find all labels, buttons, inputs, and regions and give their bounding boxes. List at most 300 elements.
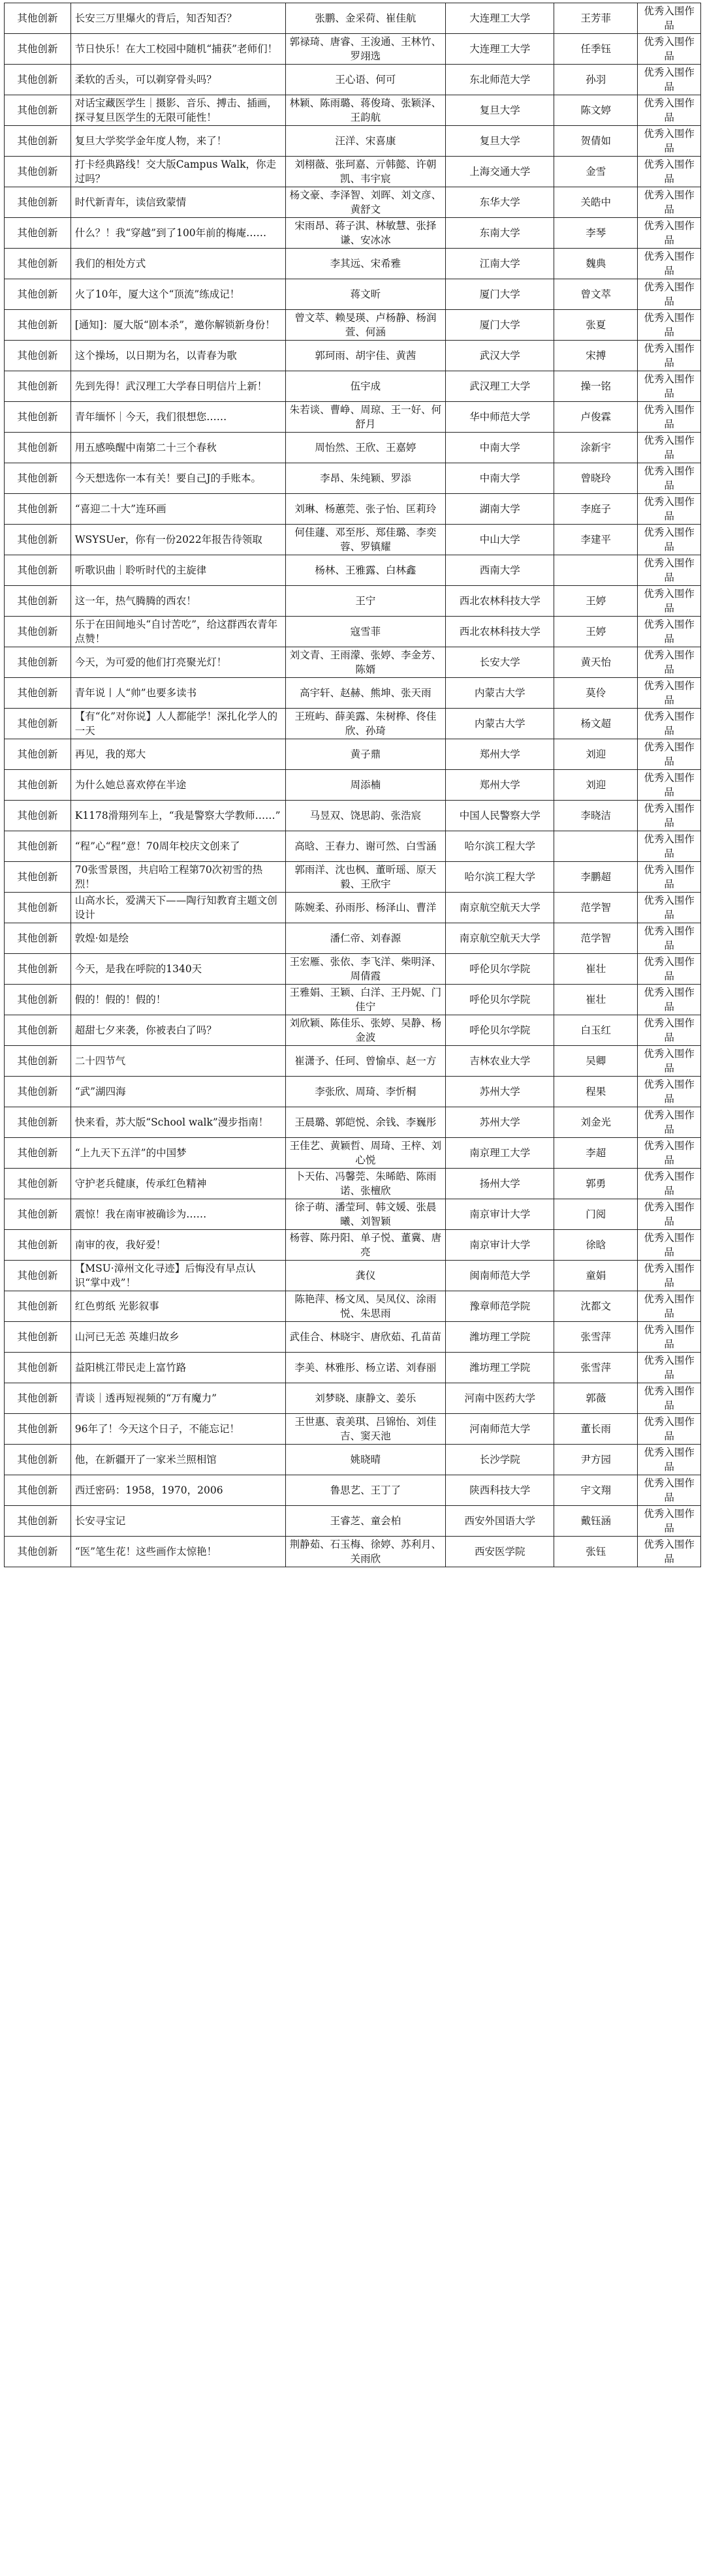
category-cell: 其他创新 bbox=[5, 1138, 71, 1169]
title-cell: 什么？！我“穿越”到了100年前的梅庵…… bbox=[70, 218, 285, 249]
award-list-table bbox=[4, 3, 701, 1567]
school-cell: 复旦大学 bbox=[446, 126, 554, 157]
authors-cell: 刘梦晓、康静文、姜乐 bbox=[285, 1383, 446, 1414]
title-cell: 我们的相处方式 bbox=[70, 249, 285, 279]
table-row bbox=[5, 310, 701, 341]
advisor-cell: 范学智 bbox=[554, 923, 638, 954]
school-cell: 武汉大学 bbox=[446, 341, 554, 371]
title-cell: 西迁密码：1958，1970，2006 bbox=[70, 1475, 285, 1506]
authors-cell: 王晨璐、郭皑悦、余钱、李巍彤 bbox=[285, 1107, 446, 1138]
award-cell: 优秀入围作品 bbox=[638, 739, 701, 770]
title-cell: 快来看，苏大版“School walk”漫步指南！ bbox=[70, 1107, 285, 1138]
school-cell: 大连理工大学 bbox=[446, 3, 554, 34]
award-cell: 优秀入围作品 bbox=[638, 310, 701, 341]
award-cell: 优秀入围作品 bbox=[638, 801, 701, 831]
category-cell: 其他创新 bbox=[5, 954, 71, 985]
table-row bbox=[5, 586, 701, 617]
category-cell: 其他创新 bbox=[5, 770, 71, 801]
title-cell: “上九天下五洋”的中国梦 bbox=[70, 1138, 285, 1169]
advisor-cell: 童娟 bbox=[554, 1261, 638, 1291]
authors-cell: 林颖、陈雨璐、蒋俊琦、张颖泽、王韵航 bbox=[285, 95, 446, 126]
advisor-cell: 李超 bbox=[554, 1138, 638, 1169]
table-row bbox=[5, 709, 701, 739]
authors-cell: 周添楠 bbox=[285, 770, 446, 801]
school-cell: 中南大学 bbox=[446, 463, 554, 494]
category-cell: 其他创新 bbox=[5, 555, 71, 586]
school-cell: 中国人民警察大学 bbox=[446, 801, 554, 831]
school-cell: 中南大学 bbox=[446, 433, 554, 463]
school-cell: 西北农林科技大学 bbox=[446, 617, 554, 647]
category-cell: 其他创新 bbox=[5, 1414, 71, 1445]
advisor-cell: 刘迎 bbox=[554, 770, 638, 801]
category-cell: 其他创新 bbox=[5, 1322, 71, 1353]
school-cell: 西安医学院 bbox=[446, 1537, 554, 1567]
table-row bbox=[5, 923, 701, 954]
advisor-cell: 崔壮 bbox=[554, 954, 638, 985]
authors-cell: 寇雪菲 bbox=[285, 617, 446, 647]
title-cell: “程”心“程”意！70周年校庆文创来了 bbox=[70, 831, 285, 862]
title-cell: 乐于在田间地头“自讨苦吃”，给这群西农青年点赞！ bbox=[70, 617, 285, 647]
authors-cell: 李昂、朱纯颖、罗添 bbox=[285, 463, 446, 494]
category-cell: 其他创新 bbox=[5, 433, 71, 463]
advisor-cell: 杨文超 bbox=[554, 709, 638, 739]
advisor-cell: 门阅 bbox=[554, 1199, 638, 1230]
school-cell: 呼伦贝尔学院 bbox=[446, 1015, 554, 1046]
school-cell: 江南大学 bbox=[446, 249, 554, 279]
authors-cell: 高晗、王春力、谢可然、白雪涵 bbox=[285, 831, 446, 862]
advisor-cell: 刘金光 bbox=[554, 1107, 638, 1138]
authors-cell: 王宏雁、张依、李飞洋、柴明泽、周倩霞 bbox=[285, 954, 446, 985]
category-cell: 其他创新 bbox=[5, 402, 71, 433]
title-cell: 他，在新疆开了一家米兰照相馆 bbox=[70, 1445, 285, 1475]
table-row bbox=[5, 1506, 701, 1537]
award-cell: 优秀入围作品 bbox=[638, 1445, 701, 1475]
title-cell: 青年说丨人“帅”也要多读书 bbox=[70, 678, 285, 709]
category-cell: 其他创新 bbox=[5, 249, 71, 279]
award-cell: 优秀入围作品 bbox=[638, 157, 701, 187]
title-cell: 今天，为可爱的他们打亮聚光灯！ bbox=[70, 647, 285, 678]
award-cell: 优秀入围作品 bbox=[638, 1475, 701, 1506]
title-cell: 长安三万里爆火的背后，知否知否？ bbox=[70, 3, 285, 34]
table-row bbox=[5, 954, 701, 985]
authors-cell: 潘仁帝、刘春源 bbox=[285, 923, 446, 954]
category-cell: 其他创新 bbox=[5, 341, 71, 371]
title-cell: 时代新青年，读信致蒙情 bbox=[70, 187, 285, 218]
table-row bbox=[5, 801, 701, 831]
award-cell: 优秀入围作品 bbox=[638, 1353, 701, 1383]
title-cell: 为什么她总喜欢停在半途 bbox=[70, 770, 285, 801]
award-cell: 优秀入围作品 bbox=[638, 187, 701, 218]
award-cell: 优秀入围作品 bbox=[638, 1077, 701, 1107]
school-cell: 郑州大学 bbox=[446, 770, 554, 801]
advisor-cell: 王婷 bbox=[554, 586, 638, 617]
advisor-cell: 刘迎 bbox=[554, 739, 638, 770]
school-cell: 武汉理工大学 bbox=[446, 371, 554, 402]
award-cell: 优秀入围作品 bbox=[638, 494, 701, 525]
award-cell: 优秀入围作品 bbox=[638, 1107, 701, 1138]
advisor-cell: 王芳菲 bbox=[554, 3, 638, 34]
advisor-cell: 徐晗 bbox=[554, 1230, 638, 1261]
school-cell: 河南师范大学 bbox=[446, 1414, 554, 1445]
authors-cell: 王心语、何可 bbox=[285, 65, 446, 95]
school-cell: 内蒙古大学 bbox=[446, 678, 554, 709]
advisor-cell: 崔壮 bbox=[554, 985, 638, 1015]
title-cell: 超甜七夕来袭，你被表白了吗？ bbox=[70, 1015, 285, 1046]
award-cell: 优秀入围作品 bbox=[638, 463, 701, 494]
authors-cell: 刘文青、王雨濛、张婷、李金芳、陈婿 bbox=[285, 647, 446, 678]
school-cell: 苏州大学 bbox=[446, 1077, 554, 1107]
authors-cell: 刘栩薇、张珂嘉、亓韩懿、许朝凯、韦宇宸 bbox=[285, 157, 446, 187]
school-cell: 厦门大学 bbox=[446, 310, 554, 341]
school-cell: 长安大学 bbox=[446, 647, 554, 678]
title-cell: 震惊！我在南审被确诊为…… bbox=[70, 1199, 285, 1230]
table-row bbox=[5, 770, 701, 801]
school-cell: 苏州大学 bbox=[446, 1107, 554, 1138]
authors-cell: 郭珂雨、胡宇佳、黄茜 bbox=[285, 341, 446, 371]
authors-cell: 王世惠、袁美琪、吕锦怡、刘佳吉、窦天池 bbox=[285, 1414, 446, 1445]
advisor-cell: 沈都文 bbox=[554, 1291, 638, 1322]
authors-cell: 徐子萌、潘莹珂、韩文媛、张晨曦、刘智颖 bbox=[285, 1199, 446, 1230]
school-cell: 南京航空航天大学 bbox=[446, 923, 554, 954]
title-cell: 这一年，热气腾腾的西农！ bbox=[70, 586, 285, 617]
school-cell: 南京审计大学 bbox=[446, 1199, 554, 1230]
title-cell: 【MSU·漳州文化寻迹】后悔没有早点认识“掌中戏”！ bbox=[70, 1261, 285, 1291]
award-cell: 优秀入围作品 bbox=[638, 1138, 701, 1169]
title-cell: K1178滑翔列车上，“我是警察大学教师……” bbox=[70, 801, 285, 831]
title-cell: 用五感唤醒中南第二十三个春秋 bbox=[70, 433, 285, 463]
award-cell: 优秀入围作品 bbox=[638, 1506, 701, 1537]
title-cell: 节日快乐！在大工校园中随机“捕获”老师们！ bbox=[70, 34, 285, 65]
category-cell: 其他创新 bbox=[5, 1475, 71, 1506]
award-cell: 优秀入围作品 bbox=[638, 218, 701, 249]
category-cell: 其他创新 bbox=[5, 617, 71, 647]
award-cell: 优秀入围作品 bbox=[638, 831, 701, 862]
table-row bbox=[5, 65, 701, 95]
school-cell: 哈尔滨工程大学 bbox=[446, 862, 554, 893]
table-row bbox=[5, 1537, 701, 1567]
school-cell: 西南大学 bbox=[446, 555, 554, 586]
category-cell: 其他创新 bbox=[5, 985, 71, 1015]
table-row bbox=[5, 739, 701, 770]
category-cell: 其他创新 bbox=[5, 678, 71, 709]
table-row bbox=[5, 463, 701, 494]
authors-cell: 张鹏、金采荷、崔佳航 bbox=[285, 3, 446, 34]
school-cell: 上海交通大学 bbox=[446, 157, 554, 187]
award-cell: 优秀入围作品 bbox=[638, 923, 701, 954]
authors-cell: 刘琳、杨蕙莞、张子怡、匡莉玲 bbox=[285, 494, 446, 525]
school-cell: 湖南大学 bbox=[446, 494, 554, 525]
category-cell: 其他创新 bbox=[5, 187, 71, 218]
authors-cell: 高宇轩、赵赫、熊坤、张天雨 bbox=[285, 678, 446, 709]
award-cell: 优秀入围作品 bbox=[638, 402, 701, 433]
advisor-cell: 任季钰 bbox=[554, 34, 638, 65]
title-cell: 打卡经典路线！交大版Campus Walk，你走过吗？ bbox=[70, 157, 285, 187]
advisor-cell: 莫伶 bbox=[554, 678, 638, 709]
advisor-cell: 李建平 bbox=[554, 525, 638, 555]
award-cell: 优秀入围作品 bbox=[638, 1046, 701, 1077]
title-cell: 96年了！今天这个日子，不能忘记！ bbox=[70, 1414, 285, 1445]
table-row bbox=[5, 1445, 701, 1475]
authors-cell: 郭禄琦、唐睿、王浚通、王林竹、罗翊选 bbox=[285, 34, 446, 65]
category-cell: 其他创新 bbox=[5, 371, 71, 402]
table-row bbox=[5, 1107, 701, 1138]
authors-cell: 杨林、王雅露、白林鑫 bbox=[285, 555, 446, 586]
authors-cell: 李美、林雅彤、杨立诺、刘春丽 bbox=[285, 1353, 446, 1383]
award-cell: 优秀入围作品 bbox=[638, 617, 701, 647]
title-cell: 青谈｜透再短视频的“万有魔力” bbox=[70, 1383, 285, 1414]
award-cell: 优秀入围作品 bbox=[638, 555, 701, 586]
category-cell: 其他创新 bbox=[5, 463, 71, 494]
title-cell: 守护老兵健康，传承红色精神 bbox=[70, 1169, 285, 1199]
category-cell: 其他创新 bbox=[5, 1077, 71, 1107]
table-row bbox=[5, 341, 701, 371]
school-cell: 哈尔滨工程大学 bbox=[446, 831, 554, 862]
authors-cell: 鲁思艺、王丁了 bbox=[285, 1475, 446, 1506]
authors-cell: 朱若谈、曹峥、周琼、王一好、何舒月 bbox=[285, 402, 446, 433]
advisor-cell: 金雪 bbox=[554, 157, 638, 187]
school-cell: 吉林农业大学 bbox=[446, 1046, 554, 1077]
category-cell: 其他创新 bbox=[5, 65, 71, 95]
school-cell: 豫章师范学院 bbox=[446, 1291, 554, 1322]
award-cell: 优秀入围作品 bbox=[638, 1230, 701, 1261]
table-row bbox=[5, 494, 701, 525]
school-cell: 华中师范大学 bbox=[446, 402, 554, 433]
category-cell: 其他创新 bbox=[5, 739, 71, 770]
table-row bbox=[5, 279, 701, 310]
school-cell: 西安外国语大学 bbox=[446, 1506, 554, 1537]
award-cell: 优秀入围作品 bbox=[638, 678, 701, 709]
school-cell: 扬州大学 bbox=[446, 1169, 554, 1199]
table-row bbox=[5, 371, 701, 402]
advisor-cell: 吴卿 bbox=[554, 1046, 638, 1077]
authors-cell: 马昱双、饶思韵、张浩宸 bbox=[285, 801, 446, 831]
advisor-cell: 孙羽 bbox=[554, 65, 638, 95]
advisor-cell: 卢俊霖 bbox=[554, 402, 638, 433]
table-row bbox=[5, 1353, 701, 1383]
school-cell: 西北农林科技大学 bbox=[446, 586, 554, 617]
table-row bbox=[5, 893, 701, 923]
table-row bbox=[5, 402, 701, 433]
title-cell: 假的！假的！假的！ bbox=[70, 985, 285, 1015]
table-row bbox=[5, 157, 701, 187]
title-cell: 70张雪景图，共启哈工程第70次初雪的热烈！ bbox=[70, 862, 285, 893]
table-row bbox=[5, 34, 701, 65]
award-cell: 优秀入围作品 bbox=[638, 1199, 701, 1230]
title-cell: 南审的夜，我好爱！ bbox=[70, 1230, 285, 1261]
advisor-cell: 张钰 bbox=[554, 1537, 638, 1567]
title-cell: “医”笔生花！这些画作太惊艳！ bbox=[70, 1537, 285, 1567]
authors-cell: 武佳合、林晓宇、唐欣茹、孔苗苗 bbox=[285, 1322, 446, 1353]
advisor-cell bbox=[554, 555, 638, 586]
school-cell: 长沙学院 bbox=[446, 1445, 554, 1475]
authors-cell: 陈婉柔、孙雨彤、杨泽山、曹洋 bbox=[285, 893, 446, 923]
award-cell: 优秀入围作品 bbox=[638, 279, 701, 310]
category-cell: 其他创新 bbox=[5, 1015, 71, 1046]
title-cell: 二十四节气 bbox=[70, 1046, 285, 1077]
advisor-cell: 贺倩如 bbox=[554, 126, 638, 157]
authors-cell: 郭雨洋、沈也枫、董昕瑶、原天毅、王欣宇 bbox=[285, 862, 446, 893]
school-cell: 郑州大学 bbox=[446, 739, 554, 770]
advisor-cell: 黄天怡 bbox=[554, 647, 638, 678]
authors-cell: 刘欣颖、陈佳乐、张婷、吴静、杨金波 bbox=[285, 1015, 446, 1046]
advisor-cell: 操一铭 bbox=[554, 371, 638, 402]
advisor-cell bbox=[554, 831, 638, 862]
authors-cell: 周怡然、王欣、王嘉婷 bbox=[285, 433, 446, 463]
award-cell: 优秀入围作品 bbox=[638, 95, 701, 126]
advisor-cell: 戴钰涵 bbox=[554, 1506, 638, 1537]
award-cell: 优秀入围作品 bbox=[638, 1291, 701, 1322]
authors-cell: 李张欣、周琦、李忻桐 bbox=[285, 1077, 446, 1107]
title-cell: “武”湖四海 bbox=[70, 1077, 285, 1107]
title-cell: 这个操场，以日期为名，以青春为歌 bbox=[70, 341, 285, 371]
school-cell: 南京理工大学 bbox=[446, 1138, 554, 1169]
advisor-cell: 宋搏 bbox=[554, 341, 638, 371]
table-row bbox=[5, 433, 701, 463]
authors-cell: 杨文豪、李泽智、刘晖、刘文彦、黄舒文 bbox=[285, 187, 446, 218]
category-cell: 其他创新 bbox=[5, 1291, 71, 1322]
table-row bbox=[5, 985, 701, 1015]
category-cell: 其他创新 bbox=[5, 1046, 71, 1077]
title-cell: 青年缅怀｜今天，我们很想您…… bbox=[70, 402, 285, 433]
category-cell: 其他创新 bbox=[5, 126, 71, 157]
award-cell: 优秀入围作品 bbox=[638, 1015, 701, 1046]
category-cell: 其他创新 bbox=[5, 831, 71, 862]
table-row bbox=[5, 1230, 701, 1261]
category-cell: 其他创新 bbox=[5, 1261, 71, 1291]
award-cell: 优秀入围作品 bbox=[638, 647, 701, 678]
category-cell: 其他创新 bbox=[5, 893, 71, 923]
authors-cell: 王佳艺、黄颖哲、周琦、王梓、刘心悦 bbox=[285, 1138, 446, 1169]
category-cell: 其他创新 bbox=[5, 862, 71, 893]
advisor-cell: 范学智 bbox=[554, 893, 638, 923]
category-cell: 其他创新 bbox=[5, 525, 71, 555]
category-cell: 其他创新 bbox=[5, 1107, 71, 1138]
advisor-cell: 郭勇 bbox=[554, 1169, 638, 1199]
table-row bbox=[5, 862, 701, 893]
category-cell: 其他创新 bbox=[5, 34, 71, 65]
advisor-cell: 关皓中 bbox=[554, 187, 638, 218]
advisor-cell: 陈文婷 bbox=[554, 95, 638, 126]
title-cell: 对话宝藏医学生｜摄影、音乐、搏击、插画，探寻复旦医学生的无限可能性！ bbox=[70, 95, 285, 126]
category-cell: 其他创新 bbox=[5, 647, 71, 678]
advisor-cell: 尹方园 bbox=[554, 1445, 638, 1475]
school-cell: 南京航空航天大学 bbox=[446, 893, 554, 923]
table-row bbox=[5, 525, 701, 555]
award-cell: 优秀入围作品 bbox=[638, 586, 701, 617]
category-cell: 其他创新 bbox=[5, 95, 71, 126]
table-row bbox=[5, 218, 701, 249]
category-cell: 其他创新 bbox=[5, 709, 71, 739]
table-row bbox=[5, 1046, 701, 1077]
school-cell: 内蒙古大学 bbox=[446, 709, 554, 739]
title-cell: 【有“化”对你说】人人都能学！深扎化学人的一天 bbox=[70, 709, 285, 739]
award-cell: 优秀入围作品 bbox=[638, 525, 701, 555]
award-cell: 优秀入围作品 bbox=[638, 893, 701, 923]
school-cell: 河南中医药大学 bbox=[446, 1383, 554, 1414]
title-cell: 听歌识曲｜聆听时代的主旋律 bbox=[70, 555, 285, 586]
authors-cell: 陈艳萍、杨文凤、吴凤仪、涂雨悦、朱思雨 bbox=[285, 1291, 446, 1322]
title-cell: 今天想选你一本有关！要自己J的手账本。 bbox=[70, 463, 285, 494]
advisor-cell: 李晓洁 bbox=[554, 801, 638, 831]
table-row bbox=[5, 1414, 701, 1445]
award-list-body bbox=[5, 3, 701, 1567]
school-cell: 潍坊理工学院 bbox=[446, 1353, 554, 1383]
award-cell: 优秀入围作品 bbox=[638, 3, 701, 34]
authors-cell: 姚晓晴 bbox=[285, 1445, 446, 1475]
school-cell: 东北师范大学 bbox=[446, 65, 554, 95]
title-cell: 敦煌·如是绘 bbox=[70, 923, 285, 954]
school-cell: 陕西科技大学 bbox=[446, 1475, 554, 1506]
authors-cell: 龚仪 bbox=[285, 1261, 446, 1291]
table-row bbox=[5, 126, 701, 157]
authors-cell: 曾文萃、赖旻瑛、卢杨静、杨润萱、何涵 bbox=[285, 310, 446, 341]
title-cell: “喜迎二十大”连环画 bbox=[70, 494, 285, 525]
authors-cell: 王睿芝、童会柏 bbox=[285, 1506, 446, 1537]
school-cell: 潍坊理工学院 bbox=[446, 1322, 554, 1353]
table-row bbox=[5, 617, 701, 647]
advisor-cell: 李庭子 bbox=[554, 494, 638, 525]
award-cell: 优秀入围作品 bbox=[638, 341, 701, 371]
category-cell: 其他创新 bbox=[5, 1506, 71, 1537]
category-cell: 其他创新 bbox=[5, 586, 71, 617]
title-cell: WSYSUer，你有一份2022年报告待领取 bbox=[70, 525, 285, 555]
school-cell: 东南大学 bbox=[446, 218, 554, 249]
table-row bbox=[5, 1291, 701, 1322]
title-cell: 再见，我的郑大 bbox=[70, 739, 285, 770]
advisor-cell: 郭薇 bbox=[554, 1383, 638, 1414]
advisor-cell: 张雪萍 bbox=[554, 1322, 638, 1353]
title-cell: [通知]：厦大版“剧本杀”，邀你解锁新身份！ bbox=[70, 310, 285, 341]
school-cell: 闽南师范大学 bbox=[446, 1261, 554, 1291]
table-row bbox=[5, 1322, 701, 1353]
award-cell: 优秀入围作品 bbox=[638, 433, 701, 463]
advisor-cell: 张夏 bbox=[554, 310, 638, 341]
title-cell: 今天，是我在呼院的1340天 bbox=[70, 954, 285, 985]
advisor-cell: 涂新宇 bbox=[554, 433, 638, 463]
school-cell: 南京审计大学 bbox=[446, 1230, 554, 1261]
school-cell: 呼伦贝尔学院 bbox=[446, 985, 554, 1015]
table-row bbox=[5, 187, 701, 218]
table-row bbox=[5, 1199, 701, 1230]
title-cell: 火了10年，厦大这个“顶流”练成记！ bbox=[70, 279, 285, 310]
authors-cell: 杨蓉、陈丹阳、单子悦、董冀、唐亮 bbox=[285, 1230, 446, 1261]
award-cell: 优秀入围作品 bbox=[638, 954, 701, 985]
category-cell: 其他创新 bbox=[5, 1199, 71, 1230]
title-cell: 山高水长，爱满天下——陶行知教育主题文创设计 bbox=[70, 893, 285, 923]
table-row bbox=[5, 555, 701, 586]
table-row bbox=[5, 647, 701, 678]
award-cell: 优秀入围作品 bbox=[638, 34, 701, 65]
title-cell: 长安寻宝记 bbox=[70, 1506, 285, 1537]
award-cell: 优秀入围作品 bbox=[638, 126, 701, 157]
award-cell: 优秀入围作品 bbox=[638, 249, 701, 279]
advisor-cell: 程果 bbox=[554, 1077, 638, 1107]
category-cell: 其他创新 bbox=[5, 218, 71, 249]
advisor-cell: 魏典 bbox=[554, 249, 638, 279]
category-cell: 其他创新 bbox=[5, 923, 71, 954]
authors-cell: 荆静茹、石玉梅、徐婷、苏利月、关雨欣 bbox=[285, 1537, 446, 1567]
authors-cell: 王宁 bbox=[285, 586, 446, 617]
authors-cell: 卜天佑、冯馨莞、朱晞皓、陈雨诺、张檀欣 bbox=[285, 1169, 446, 1199]
award-cell: 优秀入围作品 bbox=[638, 1169, 701, 1199]
title-cell: 红色剪纸 光影叙事 bbox=[70, 1291, 285, 1322]
category-cell: 其他创新 bbox=[5, 279, 71, 310]
authors-cell: 崔潇予、任珂、曾愉卓、赵一方 bbox=[285, 1046, 446, 1077]
advisor-cell: 曾晓玲 bbox=[554, 463, 638, 494]
authors-cell: 宋雨昂、蒋子淇、林敏慧、张择谦、安冰冰 bbox=[285, 218, 446, 249]
advisor-cell: 宇文翔 bbox=[554, 1475, 638, 1506]
school-cell: 东华大学 bbox=[446, 187, 554, 218]
